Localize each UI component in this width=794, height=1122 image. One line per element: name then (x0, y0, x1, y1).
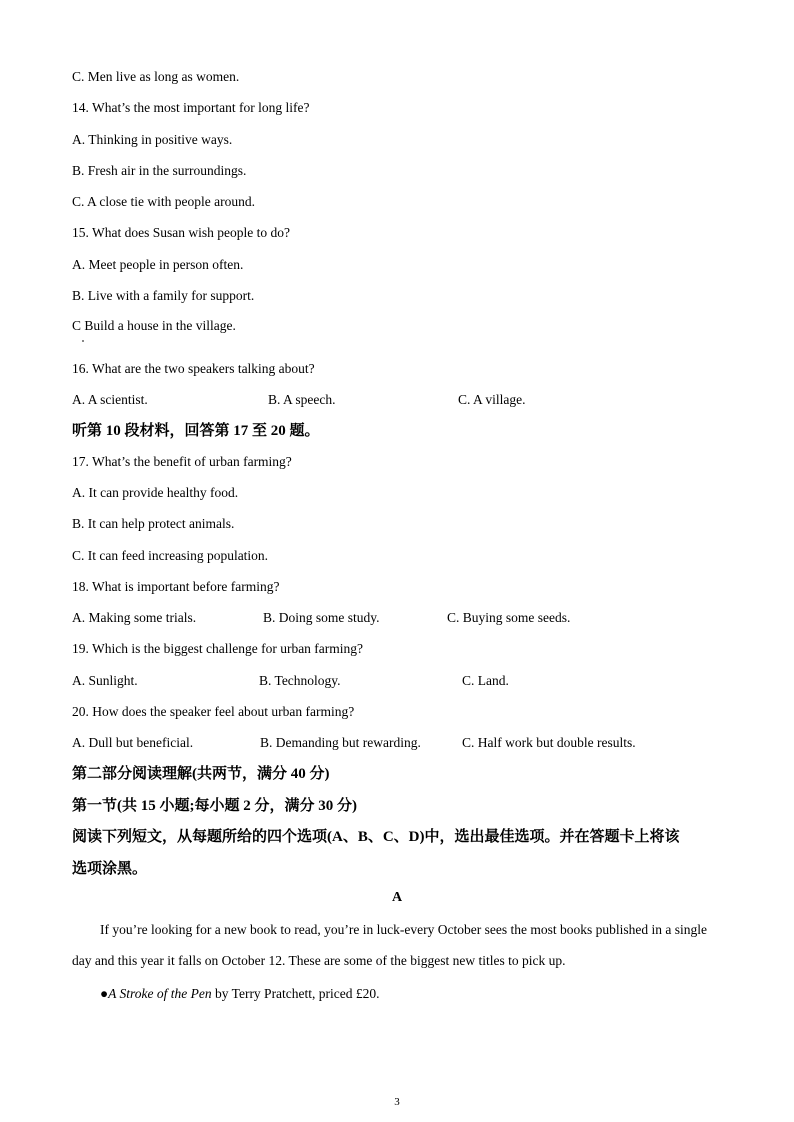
option-17a: A. It can provide healthy food. (72, 485, 239, 500)
bullet-mark: ● (100, 986, 109, 1001)
book-details: by Terry Pratchett, priced £20. (211, 986, 380, 1001)
page-number: 3 (394, 1096, 400, 1108)
option-18b: B. Doing some study. (263, 610, 380, 625)
line-c-men: C. Men live as long as women. (72, 69, 240, 84)
section-10-heading: 听第 10 段材料，回答第 17 至 20 题。 (72, 423, 320, 439)
question-19: 19. Which is the biggest challenge for urban farming? (72, 641, 364, 656)
book-bullet (100, 985, 380, 1003)
passage-paragraph: If you’re looking for a new book to read, you’re in luck-every October sees the most books published in a single day and this year it falls on October 12. These are some of the biggest new titles to pick up. (72, 922, 707, 968)
option-14a: A. Thinking in positive ways. (72, 132, 233, 147)
part-2-heading: 第二部分阅读理解(共两节，满分 40 分) (72, 766, 330, 782)
option-18a: A. Making some trials. (72, 610, 197, 625)
question-14: 14. What’s the most important for long life? (72, 100, 310, 115)
option-15a: A. Meet people in person often. (72, 257, 244, 272)
option-16b: B. A speech. (268, 392, 336, 407)
question-18: 18. What is important before farming? (72, 579, 280, 594)
option-16a: A. A scientist. (72, 392, 148, 407)
option-18c: C. Buying some seeds. (447, 610, 571, 625)
option-19a: A. Sunlight. (72, 673, 138, 688)
passage-heading: A (391, 890, 403, 905)
option-16c: C. A village. (458, 392, 526, 407)
option-17b: B. It can help protect animals. (72, 516, 235, 531)
question-20: 20. How does the speaker feel about urban farming? (72, 704, 355, 719)
option-19c: C. Land. (462, 673, 509, 688)
option-15c: C Build a house in the village. (72, 318, 236, 333)
instruction-line-1: 阅读下列短文，从每题所给的四个选项(A、B、C、D)中，选出最佳选项。并在答题卡上将该 (72, 829, 680, 845)
option-17c: C. It can feed increasing population. (72, 548, 269, 563)
instruction-line-2: 选项涂黑。 (72, 861, 148, 877)
question-16: 16. What are the two speakers talking about? (72, 361, 315, 376)
option-20a: A. Dull but beneficial. (72, 735, 194, 750)
option-14c: C. A close tie with people around. (72, 194, 255, 209)
question-15: 15. What does Susan wish people to do? (72, 225, 290, 240)
option-20b: B. Demanding but rewarding. (260, 735, 421, 750)
section-1-heading: 第一节(共 15 小题;每小题 2 分，满分 30 分) (72, 798, 357, 814)
question-17: 17. What’s the benefit of urban farming? (72, 454, 292, 469)
book-title: A Stroke of the Pen (108, 986, 212, 1001)
option-20c: C. Half work but double results. (462, 735, 636, 750)
option-15b: B. Live with a family for support. (72, 288, 255, 303)
stray-mark (82, 340, 84, 342)
option-14b: B. Fresh air in the surroundings. (72, 163, 247, 178)
option-19b: B. Technology. (259, 673, 341, 688)
